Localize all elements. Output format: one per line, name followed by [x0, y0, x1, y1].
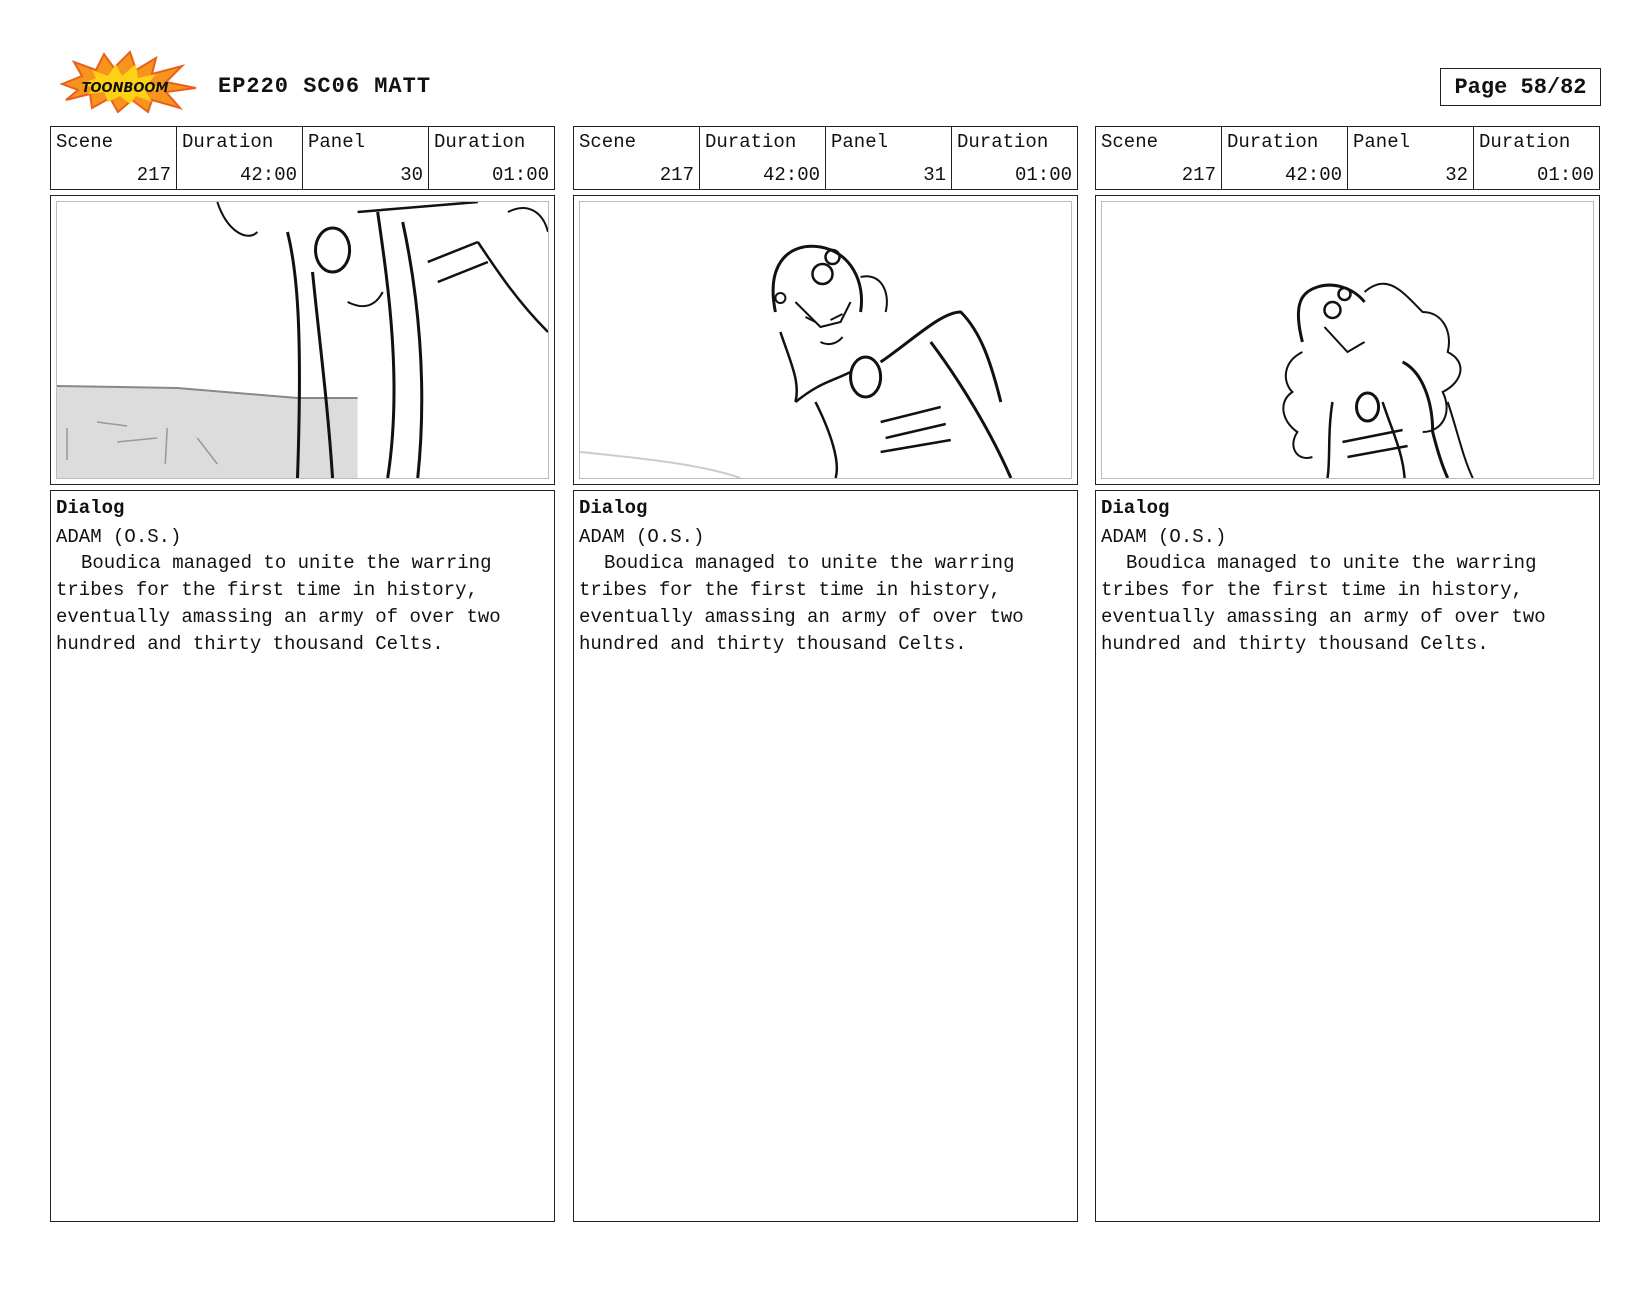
- panel-info-header: [1095, 126, 1600, 190]
- svg-text:TOONBOOM: TOONBOOM: [81, 81, 169, 96]
- panel-drawing-frame: [573, 195, 1078, 485]
- scene-number: 217: [659, 164, 694, 186]
- scene-cell: [51, 127, 177, 189]
- scene-cell: [574, 127, 700, 189]
- toonboom-logo: [52, 50, 198, 114]
- dialog-box: [1095, 490, 1600, 1222]
- panel-label: Panel: [831, 131, 889, 153]
- panel-duration-cell: [429, 127, 554, 189]
- duration-label: Duration: [957, 131, 1049, 153]
- panel-cell: [1348, 127, 1474, 189]
- scene-duration-cell: [1222, 127, 1348, 189]
- dialog-label: Dialog: [579, 497, 648, 519]
- panel-info-header: [50, 126, 555, 190]
- scene-label: Scene: [1101, 131, 1159, 153]
- scene-duration: 42:00: [1284, 164, 1342, 186]
- scene-duration-cell: [700, 127, 826, 189]
- storyboard-panel-32: [1095, 126, 1600, 1222]
- dialog-box: [50, 490, 555, 1222]
- dialog-line: Boudica managed to unite the warring tribes for the first time in history, eventually amassing an army of over two hundred and thirty thousand Celts.: [1101, 552, 1546, 655]
- panel-number: 32: [1445, 164, 1468, 186]
- scene-number: 217: [1181, 164, 1216, 186]
- sketch-image: [579, 201, 1072, 479]
- scene-duration-cell: [177, 127, 303, 189]
- document-title: EP220 SC06 MATT: [218, 74, 432, 99]
- duration-label: Duration: [182, 131, 274, 153]
- scene-duration: 42:00: [239, 164, 297, 186]
- page-number: Page 58/82: [1440, 68, 1601, 106]
- storyboard-panel-31: [573, 126, 1078, 1222]
- panel-duration: 01:00: [1014, 164, 1072, 186]
- scene-label: Scene: [579, 131, 637, 153]
- duration-label: Duration: [1479, 131, 1571, 153]
- panel-duration: 01:00: [1536, 164, 1594, 186]
- panel-info-header: [573, 126, 1078, 190]
- duration-label: Duration: [1227, 131, 1319, 153]
- character-name: ADAM (O.S.): [1101, 526, 1227, 548]
- scene-label: Scene: [56, 131, 114, 153]
- panel-duration-cell: [952, 127, 1077, 189]
- panel-drawing-frame: [1095, 195, 1600, 485]
- panel-label: Panel: [308, 131, 366, 153]
- scene-cell: [1096, 127, 1222, 189]
- panel-duration: 01:00: [491, 164, 549, 186]
- panel-cell: [826, 127, 952, 189]
- panel-cell: [303, 127, 429, 189]
- panel-duration-cell: [1474, 127, 1599, 189]
- character-name: ADAM (O.S.): [579, 526, 705, 548]
- storyboard-panel-30: [50, 126, 555, 1222]
- scene-number: 217: [136, 164, 171, 186]
- panel-number: 30: [400, 164, 423, 186]
- duration-label: Duration: [705, 131, 797, 153]
- dialog-label: Dialog: [1101, 497, 1170, 519]
- panel-label: Panel: [1353, 131, 1411, 153]
- dialog-line: Boudica managed to unite the warring tribes for the first time in history, eventually amassing an army of over two hundred and thirty thousand Celts.: [56, 552, 501, 655]
- dialog-box: [573, 490, 1078, 1222]
- dialog-label: Dialog: [56, 497, 125, 519]
- panel-number: 31: [923, 164, 946, 186]
- sketch-image: [56, 201, 549, 479]
- character-name: ADAM (O.S.): [56, 526, 182, 548]
- panel-drawing-frame: [50, 195, 555, 485]
- sketch-image: [1101, 201, 1594, 479]
- scene-duration: 42:00: [762, 164, 820, 186]
- dialog-line: Boudica managed to unite the warring tribes for the first time in history, eventually amassing an army of over two hundred and thirty thousand Celts.: [579, 552, 1024, 655]
- duration-label: Duration: [434, 131, 526, 153]
